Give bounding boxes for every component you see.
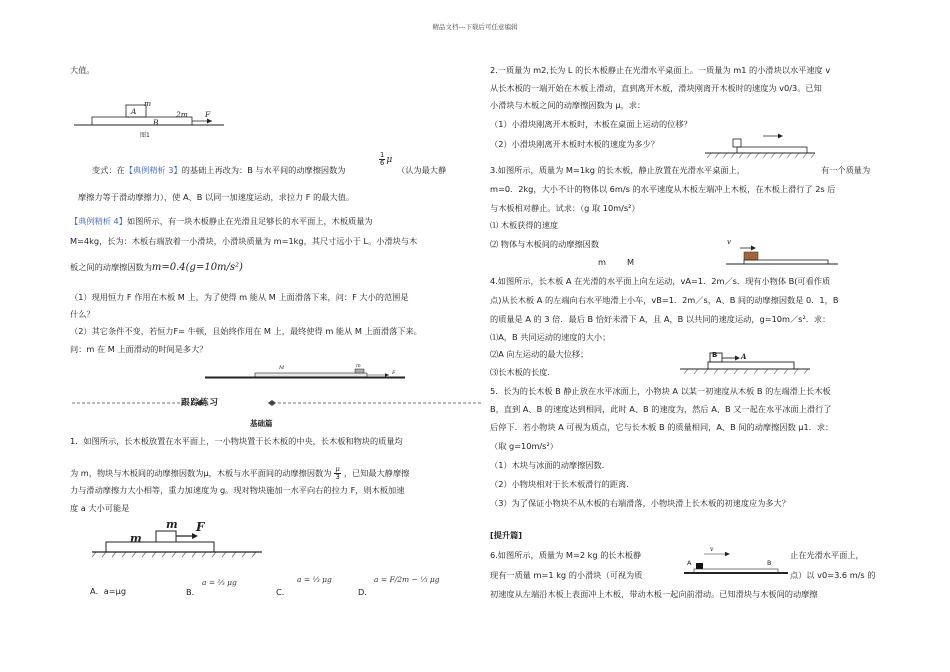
p6-fig-label-b: B bbox=[767, 559, 772, 567]
fig1-label-a: A bbox=[131, 107, 137, 116]
ex4-q1b: 什么？ bbox=[70, 309, 95, 319]
p4-line3: 的质量是 A 的 3 倍．最后 B 恰好未滑下 A，且 A，B 以共同的速度运动，g=10m／s²．求： bbox=[490, 314, 831, 324]
fig1-label-b: B bbox=[153, 118, 159, 127]
p5-q3: （3）为了保证小物块不从木板的右端滑落，小物块滑上长木板的初速度应为多大？ bbox=[490, 498, 790, 508]
p3-line1-suffix: 有一个质量为 bbox=[821, 165, 871, 175]
option-d-formula: a = F/2m − ⅓ μg bbox=[374, 575, 440, 584]
p5-q1: （1）木块与冰面的动摩擦因数. bbox=[490, 460, 605, 470]
p4-fig-label-a: A bbox=[741, 352, 747, 361]
p6-line1-suffix: 止在光滑水平面上， bbox=[790, 550, 864, 560]
p2-line2: 从长木板的一端开始在木板上滑动，直到离开木板，滑块刚离开木板时的速度为 v0/3。已知 bbox=[490, 83, 822, 93]
fig1-label-f: F bbox=[205, 110, 211, 119]
figure-2 bbox=[205, 364, 405, 386]
option-d-label[interactable]: D． bbox=[358, 587, 373, 597]
basic-title: 基础篇 bbox=[250, 419, 273, 428]
variant-line1: 变式：在【典例精析 3】的基础上再改为：B 与水平间的动摩擦因数为 bbox=[92, 165, 346, 175]
p6-figure bbox=[684, 548, 788, 582]
p3-line2: m=0．2kg，大小不计的物体以 6m/s 的水平速度从木板左端冲上木板，在木板上滑行了 2s 后 bbox=[490, 184, 836, 194]
section-title: 跟踪练习 bbox=[180, 398, 219, 408]
p6-fig-label-v: v bbox=[710, 546, 714, 553]
p2-q1: （1）小滑块刚离开木板时，木板在桌面上运动的位移？ bbox=[490, 119, 692, 129]
p4-line1: 4.如图所示，长木板 A 在光滑的水平面上向左运动，vA=1．2m／s．现有小物体 B(可看作质 bbox=[490, 276, 831, 286]
p4-fig-label-b: B bbox=[712, 351, 718, 359]
p4-figure bbox=[680, 350, 820, 380]
option-b-formula: a = ⅔ μg bbox=[202, 578, 237, 587]
fig3-board bbox=[106, 542, 214, 552]
p1-line4: 度 a 大小可能是 bbox=[70, 503, 130, 513]
p1-line2: 为 m，物块与木板间的动摩擦因数为μ，木板与水平面间的动摩擦因数为 $\frac{\mu}{3}$ ，已知最大静摩擦 bbox=[70, 465, 410, 481]
p3-fig-label-v: v bbox=[727, 238, 731, 246]
option-b-label[interactable]: B． bbox=[186, 587, 200, 597]
p2-line3: 小滑块与木板之间的动摩擦因数为 μ，求： bbox=[490, 100, 646, 110]
advanced-title: [提升篇] bbox=[490, 530, 523, 540]
p3-q2: ⑵ 物体与木板间的动摩擦因数 bbox=[490, 239, 600, 249]
p5-q2: （2）小物块相对于长木板滑行的距离. bbox=[490, 479, 629, 489]
p6-line1-prefix: 6.如图所示，质量为 M=2 kg 的长木板静 bbox=[490, 550, 642, 560]
p5-line1: 5．长为的长木板 B 静止放在水平冰面上，小物块 A 以某一初速度从木板 B 的左端滑上长木板 bbox=[490, 386, 831, 396]
p5-line2: B，直到 A、B 的速度达到相同，此时 A、B 的速度为，然后 A、B 又一起在水平冰面上滑行了 bbox=[490, 404, 832, 414]
figure-3 bbox=[92, 521, 292, 561]
figure-1 bbox=[74, 100, 254, 148]
p4-q2: ⑵A 向左运动的最大位移； bbox=[490, 349, 589, 359]
p3-fig-label-big-m: M bbox=[627, 257, 635, 267]
variant-suffix: （认为最大静 bbox=[397, 165, 447, 175]
ex4-q2a: （2）其它条件不变，若恒力F= 牛顿，且始终作用在 M 上，最终使得 m 能从 M 上面滑落下来。 bbox=[70, 326, 422, 336]
fig2-label-big-m: M bbox=[279, 365, 285, 371]
p4-line2: 点)从长木板 A 的左端向右水平地滑上小车，vB=1．2m／s，A、B 间的动摩擦因数是 0．1，B bbox=[490, 295, 839, 305]
p6-fig-label-a: A bbox=[687, 559, 692, 567]
ex4-line1: 【典例精析 4】如图所示，有一块木板静止在光滑且足够长的水平面上，木板质量为 bbox=[70, 216, 373, 226]
option-c-formula: a = ⅓ μg bbox=[297, 575, 332, 584]
fig3-label-m-bot: m bbox=[130, 532, 142, 545]
p1-line1: 1．如图所示，长木板放置在水平面上，一小物块置于长木板的中央，长木板和物块的质量均 bbox=[70, 436, 403, 446]
top-line: 大值。 bbox=[70, 65, 95, 75]
fig1-label-2m: 2m bbox=[176, 110, 188, 119]
fig2-label-f: F bbox=[392, 370, 396, 376]
fig1-label-m: m bbox=[144, 99, 152, 108]
p3-fig-label-small-m: m bbox=[598, 257, 606, 267]
p5-line4: （取 g=10m/s²） bbox=[490, 441, 558, 451]
p2-line1: 2.一质量为 m2,长为 L 的长木板静止在光滑水平桌面上。一质量为 m1 的小滑块以水平速度 v bbox=[490, 65, 831, 75]
fig3-block bbox=[156, 531, 176, 542]
p2-q2: （2）小滑块刚离开木板时木板的速度为多少？ bbox=[490, 139, 659, 149]
option-a[interactable]: A．a=μg bbox=[90, 586, 127, 596]
ex4-line3: 板之间的动摩擦因数为m=0.4(g=10m/s²) bbox=[70, 262, 243, 273]
p4-q1: ⑴A，B 共同运动的速度的大小； bbox=[490, 332, 611, 342]
p2-figure bbox=[705, 128, 815, 158]
ex4-tag[interactable]: 【典例精析 4】 bbox=[70, 216, 127, 226]
p3-figure bbox=[722, 240, 842, 270]
p5-line3: 后停下．若小物块 A 可视为质点，它与长木板 B 的质量相同，A、B 间的动摩擦因数 μ1．求： bbox=[490, 422, 834, 432]
variant-link[interactable]: 【典例精析 3】 bbox=[124, 165, 182, 175]
p3-q1: ⑴ 木板获得的速度 bbox=[490, 220, 559, 230]
fig2-label-m: m bbox=[356, 363, 361, 369]
p1-line3: 力与滑动摩擦力大小相等，重力加速度为 g。现对物块施加一水平向右的拉力 F，则木板加速 bbox=[70, 485, 405, 495]
section-divider bbox=[72, 395, 482, 411]
ex4-q2b: 问：m 在 M 上面滑动的时间是多大？ bbox=[70, 344, 208, 354]
fig1-caption: 图1 bbox=[140, 132, 150, 139]
fig3-label-f: F bbox=[196, 520, 205, 534]
p3-line3: 与木板相对静止。试求：（g 取 10m/s²） bbox=[490, 203, 640, 213]
variant-fraction: $\frac{1}{6}$ μ bbox=[380, 151, 393, 167]
p6-line2-prefix: 现有一质量 m=1 kg 的小滑块（可视为质 bbox=[490, 570, 643, 580]
p4-q3: ⑶长木板的长度. bbox=[490, 367, 550, 377]
page-header: 精品文档---下载后可任意编辑 bbox=[432, 23, 518, 31]
ex4-line2: M=4kg，长为：木板右端放着一小滑块，小滑块质量为 m=1kg，其尺寸远小于 L。小滑块与木 bbox=[70, 236, 418, 246]
p6-line2-suffix: 点）以 v0=3.6 m/s 的 bbox=[790, 570, 876, 580]
fig2-block bbox=[355, 369, 364, 373]
p3-line1-prefix: 3.如图所示，质量为 M=1kg 的长木板，静止放置在光滑水平桌面上， bbox=[490, 165, 745, 175]
ex4-q1a: （1）现用恒力 F 作用在木板 M 上，为了使得 m 能从 M 上面滑落下来，问：F 大小的范围是 bbox=[70, 292, 409, 302]
fig2-board bbox=[255, 373, 367, 377]
fig3-label-m-top: m bbox=[166, 518, 178, 531]
variant-line2: 摩擦力等于滑动摩擦力），使 A、B 以同一加速度运动，求拉力 F 的最大值。 bbox=[78, 192, 355, 202]
p6-line3: 初速度从左端沿木板上表面冲上木板，带动木板一起向前滑动。已知滑块与木板间的动摩擦 bbox=[490, 589, 818, 599]
option-c-label[interactable]: C． bbox=[276, 587, 290, 597]
